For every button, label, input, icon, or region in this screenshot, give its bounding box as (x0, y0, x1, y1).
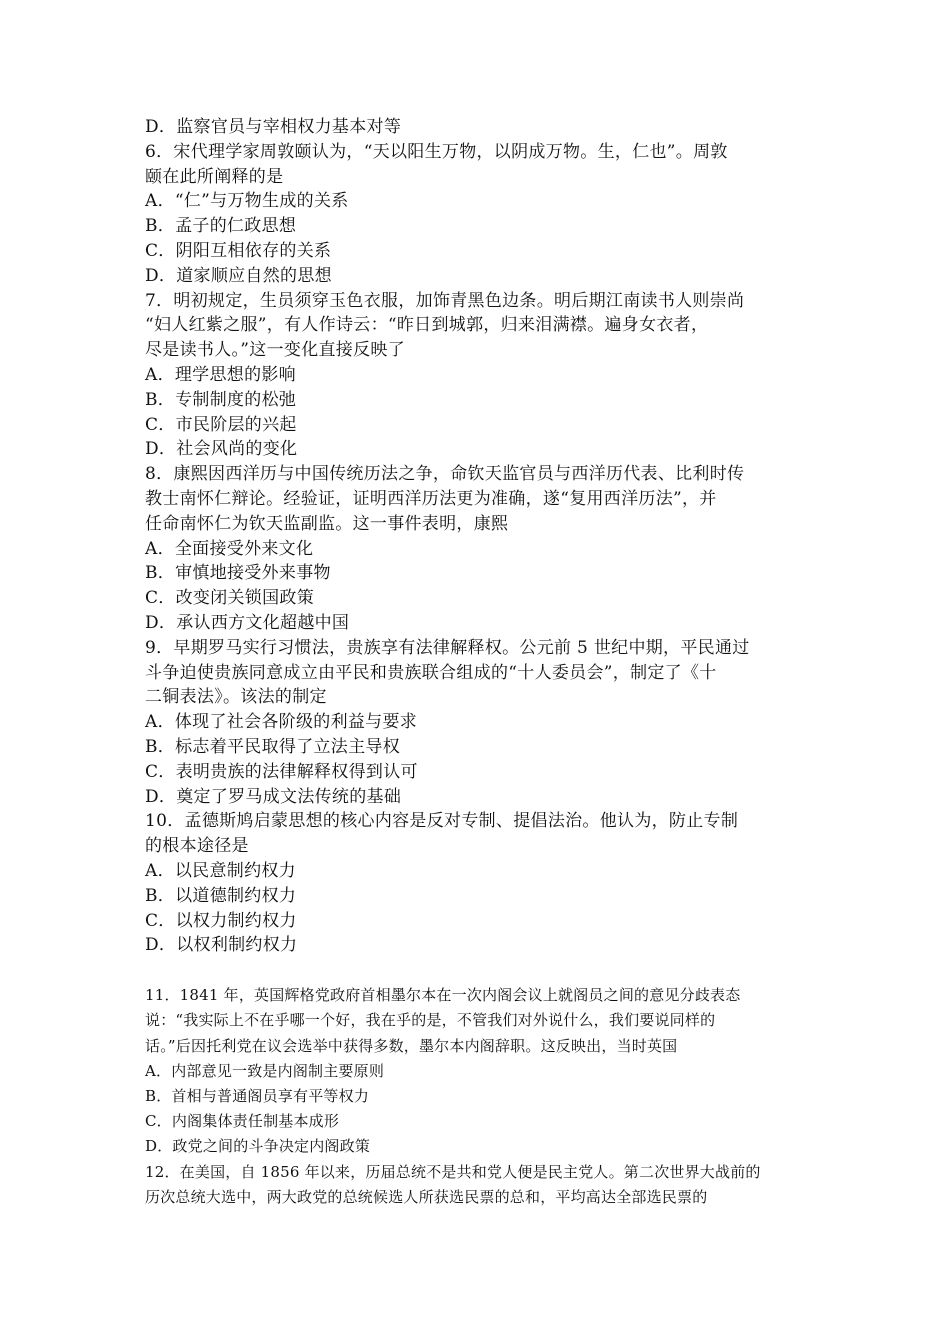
text-line: 12．在美国，自 1856 年以来，历届总统不是共和党人便是民主党人。第二次世界大战前的 (145, 1162, 761, 1181)
text-line: C．阴阳互相依存的关系 (145, 240, 332, 261)
text-line: B．以道德制约权力 (145, 885, 297, 906)
text-line: 斗争迫使贵族同意成立由平民和贵族联合组成的“十人委员会”，制定了《十 (145, 662, 717, 683)
text-line: 10．孟德斯鸠启蒙思想的核心内容是反对专制、提倡法治。他认为，防止专制 (145, 811, 739, 832)
text-line: 教士南怀仁辩论。经验证，证明西洋历法更为准确，遂“复用西洋历法”，并 (145, 488, 717, 509)
text-line: 历次总统大选中，两大政党的总统候选人所获选民票的总和，平均高达全部选民票的 (145, 1187, 708, 1206)
text-line: A．体现了社会各阶级的利益与要求 (145, 712, 418, 733)
text-line: 话。”后因托利党在议会选举中获得多数，墨尔本内阁辞职。这反映出，当时英国 (145, 1036, 678, 1055)
text-line: D．奠定了罗马成文法传统的基础 (145, 786, 402, 807)
section-gap (145, 958, 810, 983)
text-line: B．首相与普通阁员享有平等权力 (145, 1086, 370, 1105)
text-line: A．全面接受外来文化 (145, 538, 314, 559)
text-line: C．内阁集体责任制基本成形 (145, 1112, 340, 1131)
text-line: C．表明贵族的法律解释权得到认可 (145, 761, 418, 782)
text-line: C．以权力制约权力 (145, 910, 297, 931)
text-line: 11．1841 年，英国辉格党政府首相墨尔本在一次内阁会议上就阁员之间的意见分歧表态 (145, 986, 741, 1005)
text-line: 6．宋代理学家周敦颐认为，“天以阳生万物，以阴成万物。生，仁也”。周敦 (145, 141, 728, 162)
text-line: D．道家顺应自然的思想 (145, 265, 332, 286)
text-line: D．社会风尚的变化 (145, 439, 298, 460)
text-line: A．内部意见一致是内阁制主要原则 (145, 1061, 385, 1080)
text-line: D．政党之间的斗争决定内阁政策 (145, 1137, 371, 1156)
text-line: D．监察官员与宰相权力基本对等 (145, 117, 402, 137)
text-line: 7．明初规定，生员须穿玉色衣服，加饰青黑色边条。明后期江南读书人则崇尚 (145, 290, 745, 311)
text-line: B．专制制度的松弛 (145, 389, 297, 410)
questions-block-1 (145, 115, 810, 958)
text-line: A．“仁”与万物生成的关系 (145, 191, 349, 212)
text-line: 尽是读书人。”这一变化直接反映了 (145, 340, 405, 361)
text-line: 颐在此所阐释的是 (145, 166, 284, 187)
exam-page (145, 115, 810, 1210)
text-line: 二铜表法》。该法的制定 (145, 687, 327, 708)
text-line: 9．早期罗马实行习惯法，贵族享有法律解释权。公元前 5 世纪中期，平民通过 (145, 637, 750, 658)
text-line: 8．康熙因西洋历与中国传统历法之争，命钦天监官员与西洋历代表、比利时传 (145, 464, 745, 485)
text-line: “妇人红紫之服”，有人作诗云：“昨日到城郭，归来泪满襟。遍身女衣者， (145, 315, 709, 336)
text-line: D．承认西方文化超越中国 (145, 612, 350, 633)
text-line: D．以权利制约权力 (145, 935, 298, 956)
text-line: A．以民意制约权力 (145, 860, 296, 881)
text-line: C．市民阶层的兴起 (145, 414, 297, 435)
text-line: B．标志着平民取得了立法主导权 (145, 736, 400, 757)
text-line: B．孟子的仁政思想 (145, 216, 297, 237)
text-line: 任命南怀仁为钦天监副监。这一事件表明，康熙 (145, 513, 509, 534)
questions-block-2 (145, 983, 810, 1210)
text-line: 说：“我实际上不在乎哪一个好，我在乎的是，不管我们对外说什么，我们要说同样的 (145, 1011, 716, 1030)
text-line: C．改变闭关锁国政策 (145, 588, 315, 609)
text-line: A．理学思想的影响 (145, 364, 296, 385)
text-line: B．审慎地接受外来事物 (145, 563, 331, 584)
text-line: 的根本途径是 (145, 836, 249, 857)
